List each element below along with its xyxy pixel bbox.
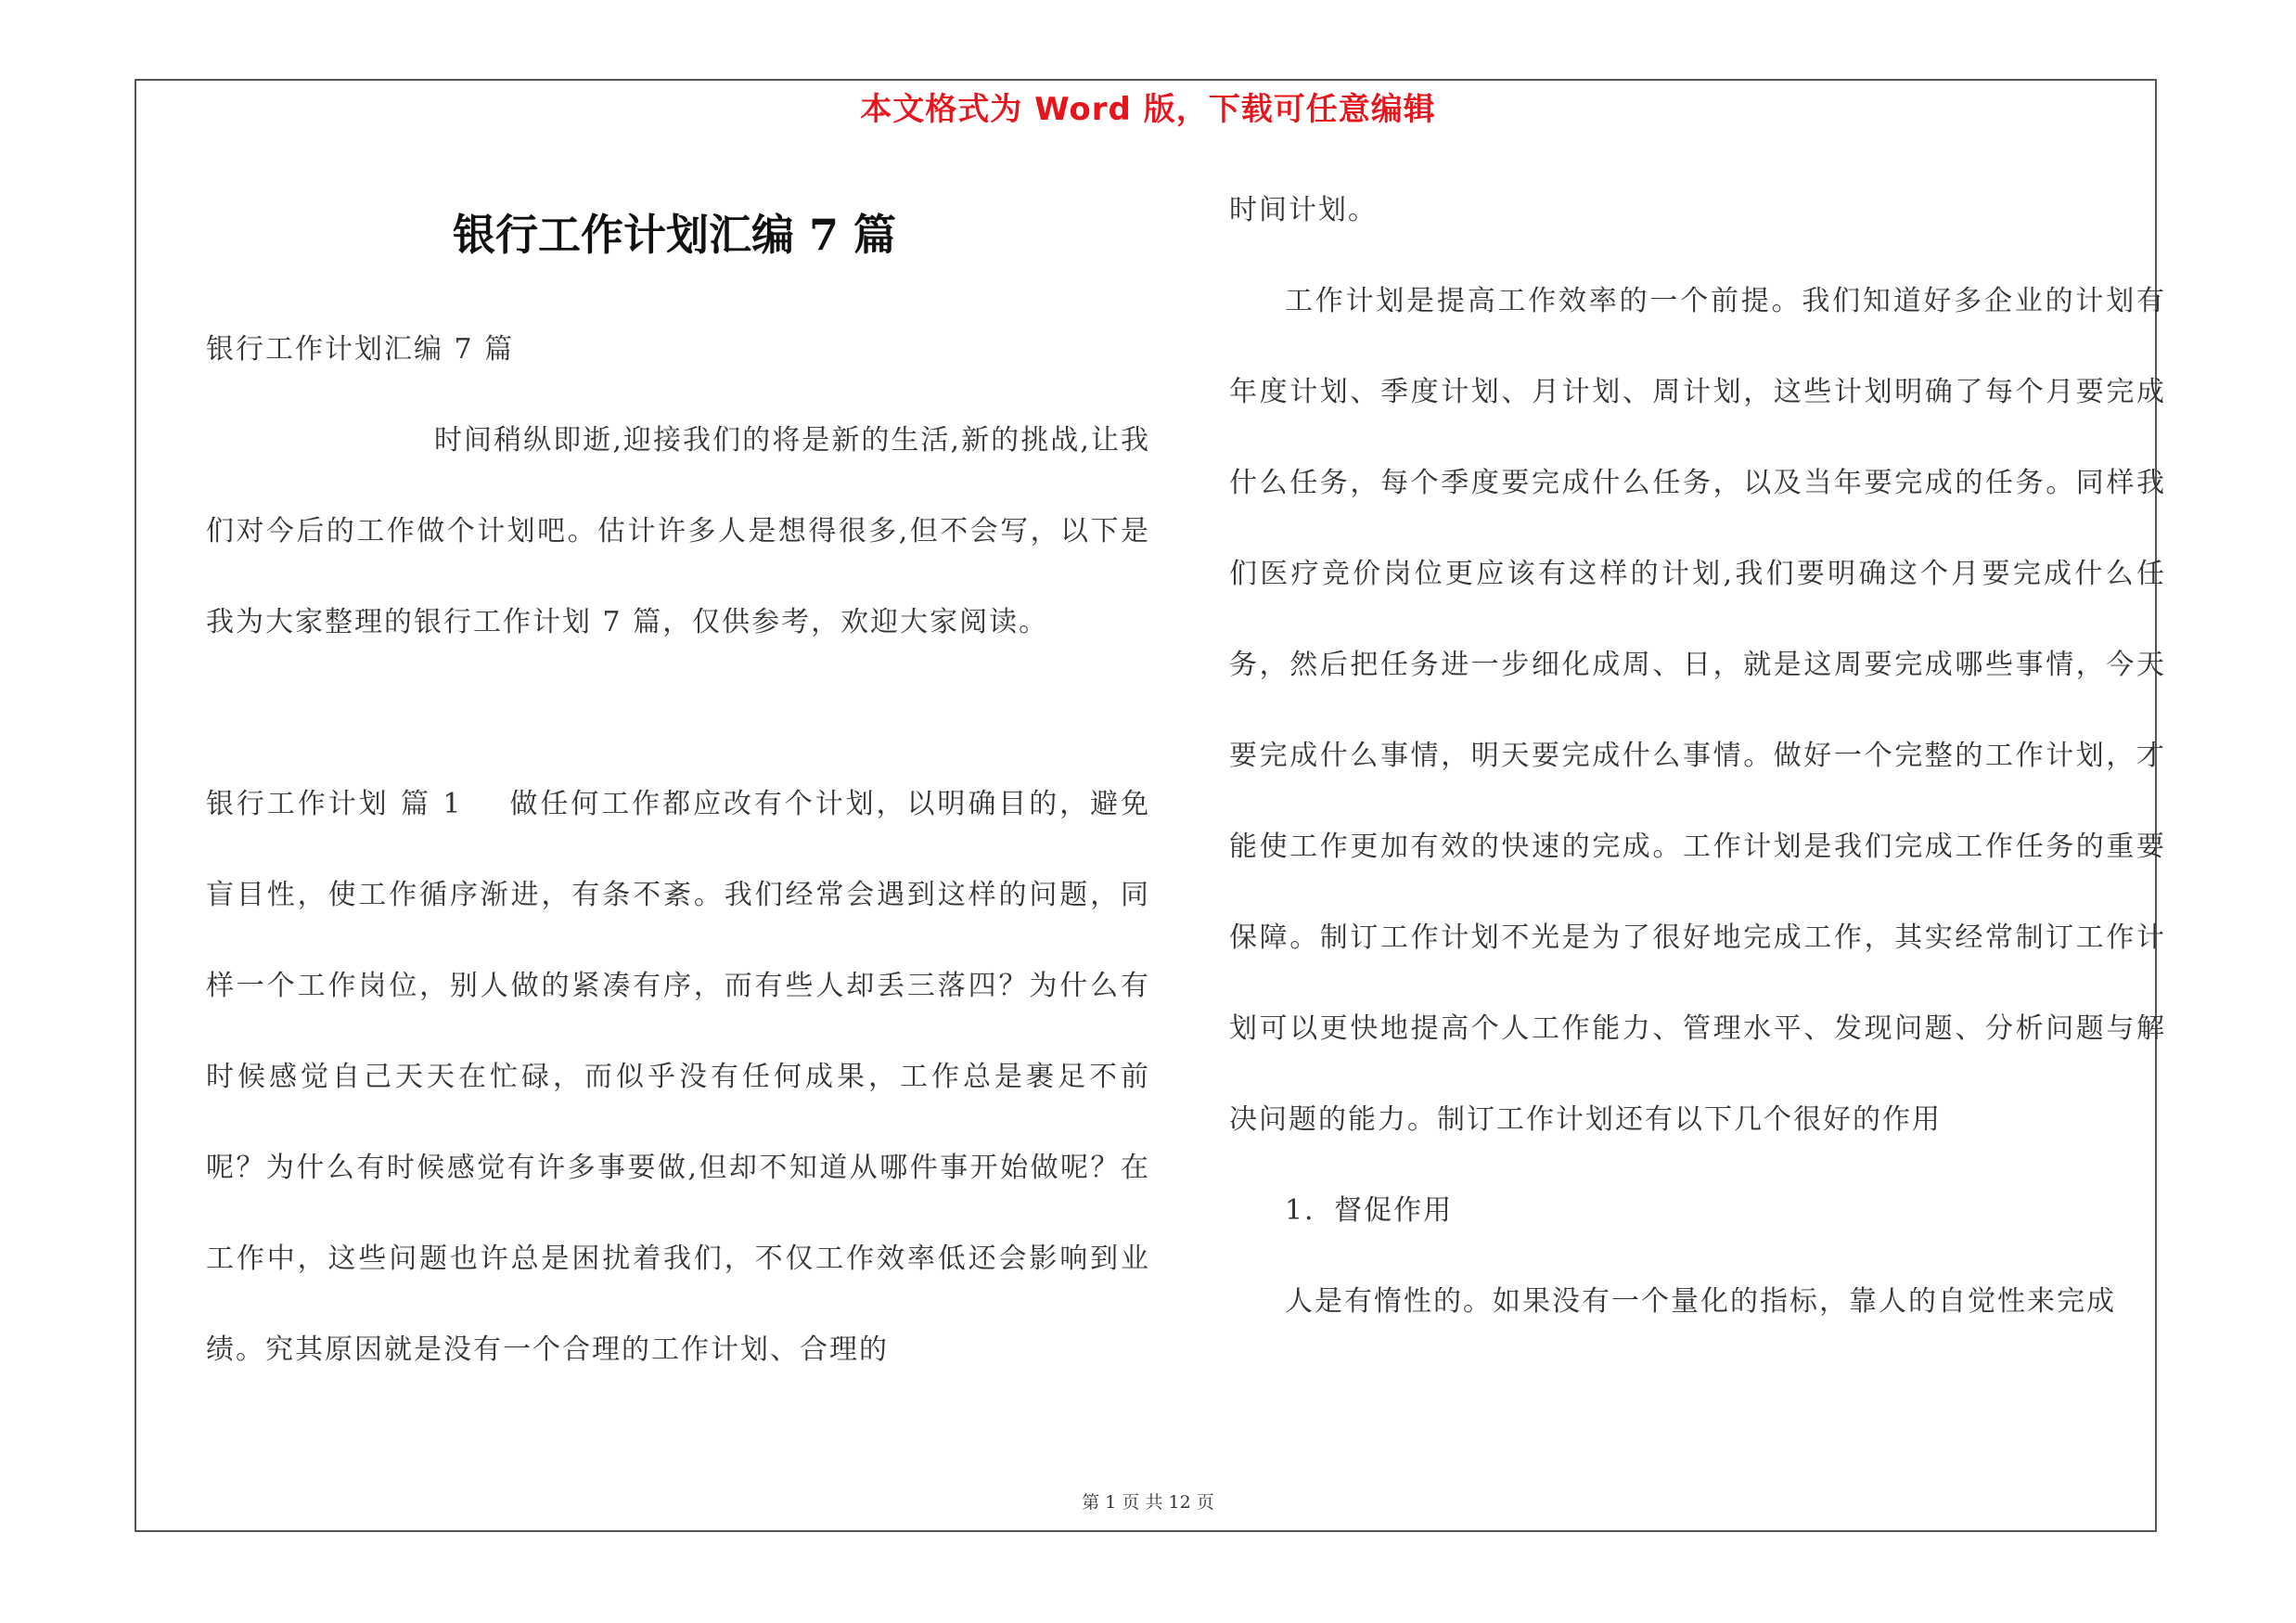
- item-1-heading: 1．督促作用: [1285, 1194, 1454, 1227]
- section-1-paragraph: [206, 759, 1150, 1396]
- paragraph-spacer: [206, 668, 1150, 759]
- format-notice-banner: 本文格式为 Word 版，下载可任意编辑: [860, 91, 1436, 128]
- planning-paragraph: 工作计划是提高工作效率的一个前提。我们知道好多企业的计划有年度计划、季度计划、月计划、周计划，这些计划明确了每个月要完成什么任务，每个季度要完成什么任务，以及当年要完成的任务。同样我们医疗竞价岗位更应该有这样的计划,我们要明确这个月要完成什么任务，然后把任务进一步细化成周、日，就是这周要完成哪些事情，今天要完成什么事情，明天要完成什么事情。做好一个完整的工作计划，才能使工作更加有效的快速的完成。工作计划是我们完成工作任务的重要保障。制订工作计划不光是为了很好地完成工作，其实经常制订工作计划可以更快地提高个人工作能力、管理水平、发现问题、分析问题与解决问题的能力。制订工作计划还有以下几个很好的作用: [1229, 285, 2166, 1136]
- document-subtitle: 银行工作计划汇编 7 篇: [206, 333, 515, 366]
- left-column: [206, 304, 1150, 1396]
- right-column: [1229, 165, 2166, 1347]
- continuation-text: 时间计划。: [1229, 194, 1378, 226]
- page-number-footer: 第 1 页 共 12 页: [1082, 1492, 1214, 1513]
- section-1-heading: 银行工作计划 篇 1: [206, 788, 463, 820]
- intro-paragraph: 时间稍纵即逝,迎接我们的将是新的生活,新的挑战,让我们对今后的工作做个计划吧。估计许多人是想得很多,但不会写，以下是我为大家整理的银行工作计划 7 篇，仅供参考，欢迎大家阅读。: [206, 424, 1150, 638]
- item-1-body: 人是有惰性的。如果没有一个量化的指标，靠人的自觉性来完成: [1285, 1285, 2116, 1318]
- document-title: 银行工作计划汇编 7 篇: [452, 210, 897, 260]
- section-1-body: 做任何工作都应改有个计划，以明确目的，避免盲目性，使工作循序渐进，有条不紊。我们经常会遇到这样的问题，同样一个工作岗位，别人做的紧凑有序，而有些人却丢三落四？为什么有时候感觉自己天天在忙碌，而似乎没有任何成果，工作总是裹足不前呢？为什么有时候感觉有许多事要做,但却不知道从哪件事开始做呢？在工作中，这些问题也许总是困扰着我们，不仅工作效率低还会影响到业绩。究其原因就是没有一个合理的工作计划、合理的: [206, 788, 1150, 1366]
